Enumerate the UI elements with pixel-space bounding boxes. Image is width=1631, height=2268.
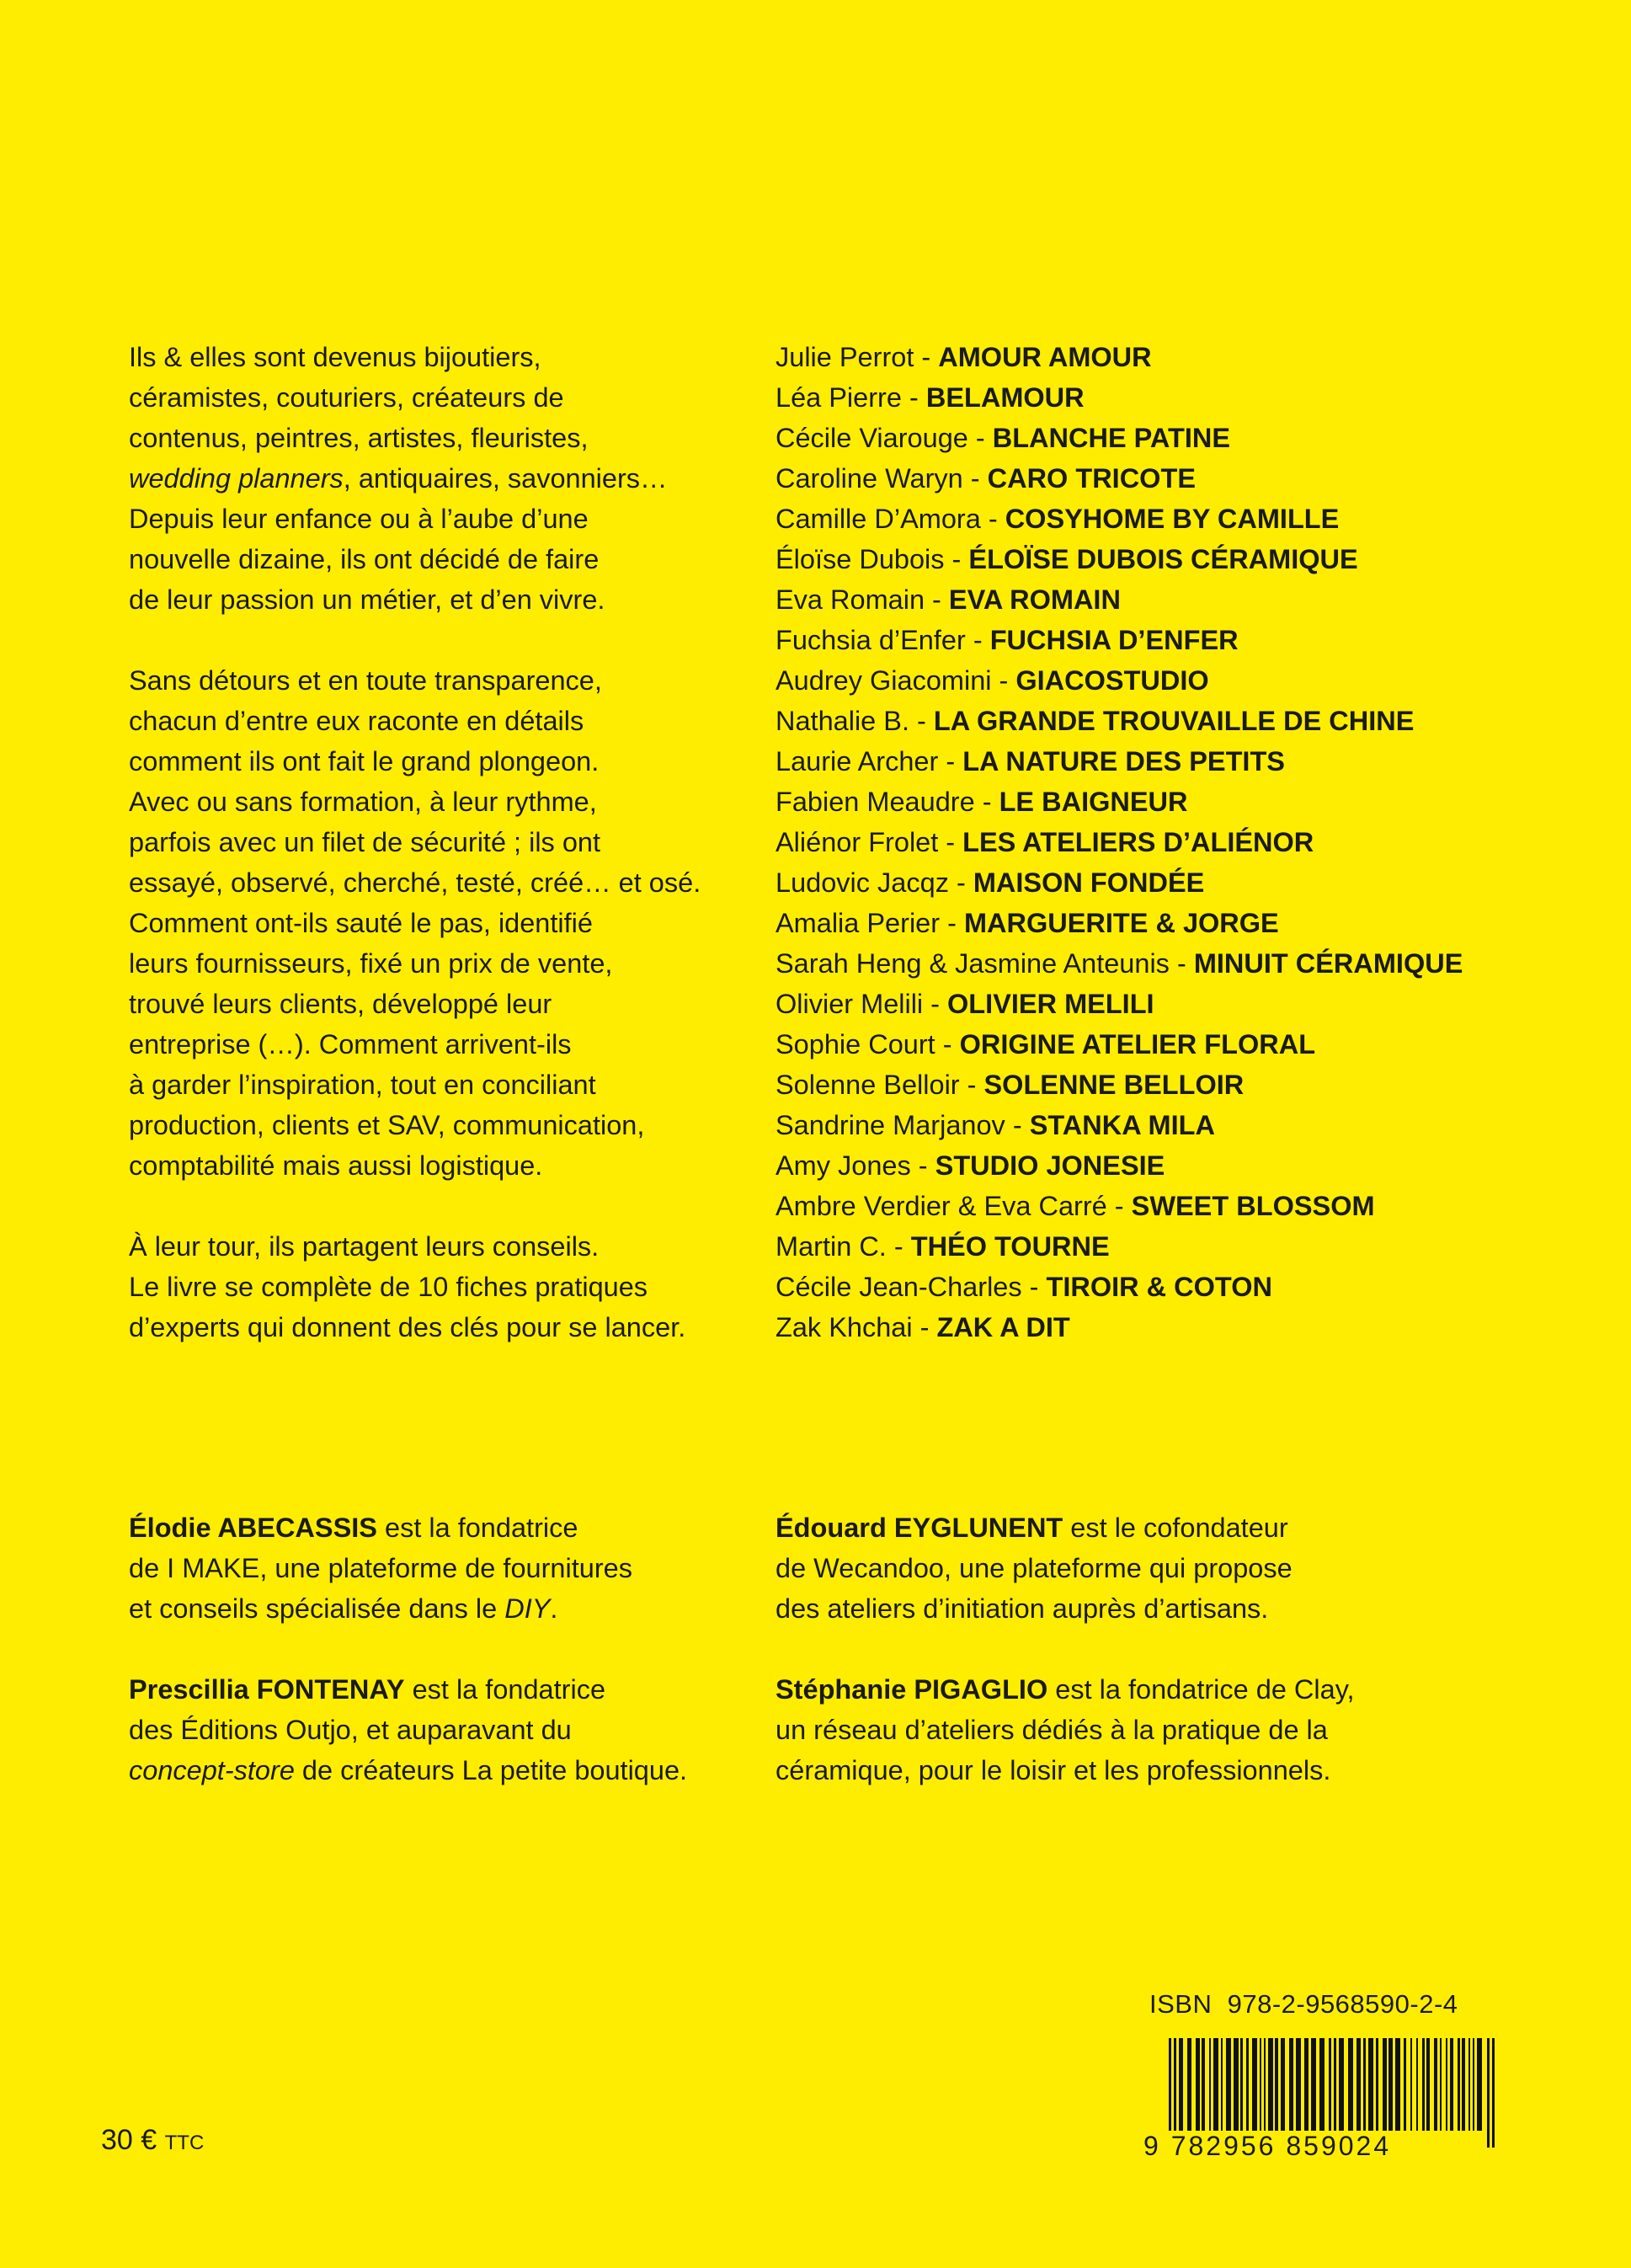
barcode-bar [1289, 2038, 1293, 2131]
contributor-person: Julie Perrot - [776, 342, 939, 372]
contributor-person: Olivier Melili - [776, 989, 948, 1019]
price-amount: 30 € [101, 2124, 157, 2156]
desc-line: contenus, peintres, artistes, fleuristes, [129, 423, 589, 453]
author-name: Prescillia FONTENAY [129, 1674, 405, 1705]
author-bio-text: un réseau d’ateliers dédiés à la pratique de la [776, 1715, 1328, 1745]
contributor-person: Sophie Court - [776, 1029, 960, 1059]
contributor-brand: MARGUERITE & JORGE [963, 908, 1279, 938]
author-bio-text: est la fondatrice [376, 1513, 578, 1543]
contributor-person: Amalia Perier - [776, 908, 964, 938]
desc-line: essayé, observé, cherché, testé, créé… et osé. [129, 867, 701, 898]
desc-line: de leur passion un métier, et d’en vivre. [129, 584, 605, 615]
barcode-bar [1357, 2038, 1361, 2131]
contributor-row [776, 1186, 1601, 1226]
author-bio-text: de Wecandoo, une plateforme qui propose [776, 1553, 1293, 1583]
barcode-bar [1492, 2038, 1495, 2148]
barcode-bar [1368, 2038, 1373, 2131]
contributor-person: Sarah Heng & Jasmine Anteunis - [776, 948, 1194, 979]
barcode-bar [1404, 2038, 1406, 2131]
author-name: Édouard EYGLUNENT [776, 1513, 1063, 1543]
contributor-row [776, 1226, 1601, 1267]
contributor-row [776, 782, 1601, 822]
isbn-label [1149, 1989, 1458, 2020]
contributor-person: Laurie Archer - [776, 746, 963, 776]
barcode-bar [1179, 2038, 1183, 2131]
contributor-row [776, 862, 1601, 903]
desc-line: entreprise (…). Comment arrivent-ils [129, 1029, 572, 1059]
contributor-person: Aliénor Frolet - [776, 827, 963, 857]
authors-left [129, 1508, 769, 1831]
contributor-person: Eva Romain - [776, 584, 949, 615]
isbn-prefix: ISBN [1149, 1989, 1213, 2019]
authors-right [776, 1508, 1601, 1831]
contributor-person: Cécile Viarouge - [776, 423, 993, 453]
contributor-person: Éloïse Dubois - [776, 544, 969, 574]
contributor-brand: TIROIR & COTON [1046, 1272, 1272, 1302]
contributor-person: Ambre Verdier & Eva Carré - [776, 1191, 1132, 1221]
barcode-bar [1226, 2038, 1231, 2131]
author-bio-abecassis [129, 1508, 769, 1629]
contributor-row [776, 539, 1601, 579]
desc-line: céramistes, couturiers, créateurs de [129, 382, 564, 413]
contributor-row [776, 660, 1601, 701]
contributor-brand: ORIGINE ATELIER FLORAL [959, 1029, 1316, 1059]
contributor-person: Camille D’Amora - [776, 504, 1005, 534]
contributor-row [776, 579, 1601, 620]
description-paragraph-3 [129, 1226, 769, 1347]
author-bio-text: est le cofondateur [1063, 1513, 1288, 1543]
contributor-person: Fabien Meaudre - [776, 787, 999, 817]
contributor-brand: LA NATURE DES PETITS [962, 746, 1285, 776]
price [101, 2124, 204, 2157]
contributor-person: Cécile Jean-Charles - [776, 1272, 1047, 1302]
book-description [129, 337, 769, 1388]
contributor-brand: LE BAIGNEUR [999, 787, 1188, 817]
desc-line: d’experts qui donnent des clés pour se lancer. [129, 1312, 686, 1342]
desc-line: chacun d’entre eux raconte en détails [129, 706, 584, 736]
barcode-bar [1487, 2038, 1490, 2148]
desc-line: , antiquaires, savonniers… [343, 463, 668, 494]
barcode-bar [1446, 2038, 1447, 2131]
contributor-row [776, 1145, 1601, 1186]
barcode-bar [1422, 2038, 1425, 2131]
barcode-bar [1187, 2038, 1191, 2131]
barcode-bar [1221, 2038, 1223, 2131]
desc-line: production, clients et SAV, communication, [129, 1110, 645, 1140]
barcode-bar [1209, 2038, 1211, 2131]
contributor-brand: LES ATELIERS D’ALIÉNOR [962, 827, 1314, 857]
contributor-person: Sandrine Marjanov - [776, 1110, 1030, 1140]
barcode-bar [1462, 2038, 1465, 2131]
author-bio-pigaglio [776, 1669, 1601, 1790]
barcode-bar [1376, 2038, 1378, 2131]
barcode-bar [1426, 2038, 1430, 2131]
barcode-bar [1196, 2038, 1200, 2131]
barcode-bar [1416, 2038, 1418, 2131]
author-bio-text: de créateurs La petite boutique. [294, 1755, 688, 1785]
contributor-row [776, 337, 1601, 377]
contributor-person: Audrey Giacomini - [776, 665, 1016, 696]
contributor-row [776, 418, 1601, 458]
contributor-brand: MAISON FONDÉE [973, 867, 1205, 898]
author-bio-text: est la fondatrice [404, 1674, 606, 1705]
contributor-brand: EVA ROMAIN [948, 584, 1121, 615]
price-suffix: TTC [164, 2132, 205, 2154]
author-bio-italic: DIY [504, 1593, 551, 1624]
contributor-row [776, 499, 1601, 539]
contributor-brand: MINUIT CÉRAMIQUE [1193, 948, 1463, 979]
barcode-bar [1395, 2038, 1400, 2131]
barcode-bar [1339, 2038, 1344, 2131]
barcode-bar [1458, 2038, 1460, 2131]
desc-line: parfois avec un filet de sécurité ; ils ont [129, 827, 601, 857]
author-name: Stéphanie PIGAGLIO [776, 1674, 1048, 1705]
contributor-row [776, 1105, 1601, 1145]
author-bio-eyglunent [776, 1508, 1601, 1629]
contributor-brand: THÉO TOURNE [910, 1231, 1110, 1262]
barcode-bar [1311, 2038, 1316, 2131]
barcode-bar [1240, 2038, 1243, 2131]
barcode-bar [1450, 2038, 1453, 2131]
author-bio-text: de I MAKE, une plateforme de fournitures [129, 1553, 632, 1583]
desc-line: Ils & elles sont devenus bijoutiers, [129, 342, 541, 372]
barcode-bar [1252, 2038, 1257, 2131]
contributor-row [776, 741, 1601, 782]
contributor-row [776, 1065, 1601, 1105]
desc-line: comment ils ont fait le grand plongeon. [129, 746, 600, 776]
barcode-bar [1348, 2038, 1353, 2131]
contributor-brand: ÉLOÏSE DUBOIS CÉRAMIQUE [968, 544, 1358, 574]
author-bio-fontenay [129, 1669, 769, 1790]
contributor-person: Ludovic Jacqz - [776, 867, 973, 898]
contributor-brand: FUCHSIA D’ENFER [989, 625, 1239, 655]
contributor-person: Nathalie B. - [776, 706, 934, 736]
contributor-person: Zak Khchai - [776, 1312, 937, 1342]
contributor-brand: LA GRANDE TROUVAILLE DE CHINE [933, 706, 1415, 736]
barcode-bar [1234, 2038, 1239, 2131]
contributor-brand: GIACOSTUDIO [1015, 665, 1209, 696]
desc-line: nouvelle dizaine, ils ont décidé de faire [129, 544, 600, 574]
author-bio-text: . [550, 1593, 558, 1624]
desc-line: comptabilité mais aussi logistique. [129, 1150, 543, 1181]
barcode-bar [1281, 2038, 1285, 2131]
barcode-bar [1202, 2038, 1205, 2131]
contributor-person: Fuchsia d’Enfer - [776, 625, 990, 655]
barcode-bar [1388, 2038, 1393, 2131]
barcode-bar [1304, 2038, 1309, 2131]
desc-line: à garder l’inspiration, tout en conciliant [129, 1070, 596, 1100]
barcode-bar [1246, 2038, 1249, 2131]
barcode-bar [1264, 2038, 1266, 2131]
barcode-bar [1363, 2038, 1366, 2131]
contributor-brand: SOLENNE BELLOIR [983, 1070, 1245, 1100]
contributor-person: Solenne Belloir - [776, 1070, 984, 1100]
contributor-person: Léa Pierre - [776, 382, 926, 413]
contributor-row [776, 943, 1601, 984]
author-bio-italic: concept-store [129, 1755, 295, 1785]
barcode-digits: 9 782956 859024 [1143, 2131, 1392, 2161]
contributor-person: Caroline Waryn - [776, 463, 988, 494]
contributor-brand: ZAK A DIT [936, 1312, 1070, 1342]
contributor-brand: COSYHOME BY CAMILLE [1005, 504, 1340, 534]
barcode-bar [1477, 2038, 1482, 2131]
contributor-row [776, 377, 1601, 418]
desc-italic-term: wedding planners [129, 463, 344, 494]
barcode-bar [1410, 2038, 1412, 2131]
desc-line: Avec ou sans formation, à leur rythme, [129, 787, 597, 817]
author-name: Élodie ABECASSIS [129, 1513, 377, 1543]
description-paragraph-2 [129, 660, 769, 1186]
contributors-list [776, 337, 1601, 1347]
barcode-bar [1468, 2038, 1470, 2131]
contributor-person: Amy Jones - [776, 1150, 935, 1181]
contributor-brand: AMOUR AMOUR [938, 342, 1152, 372]
contributor-row [776, 458, 1601, 499]
barcode-bar [1296, 2038, 1301, 2131]
contributor-row [776, 620, 1601, 660]
desc-line: Comment ont-ils sauté le pas, identifié [129, 908, 593, 938]
contributor-row [776, 822, 1601, 862]
desc-line: trouvé leurs clients, développé leur [129, 989, 552, 1019]
description-paragraph-1 [129, 337, 769, 620]
contributor-row [776, 1307, 1601, 1347]
contributor-brand: OLIVIER MELILI [947, 989, 1154, 1019]
barcode-bar [1473, 2038, 1474, 2131]
barcode-bar [1275, 2038, 1278, 2131]
contributor-row [776, 903, 1601, 943]
contributor-brand: BELAMOUR [925, 382, 1085, 413]
contributor-brand: SWEET BLOSSOM [1131, 1191, 1375, 1221]
barcode-bar [1260, 2038, 1261, 2131]
contributor-row [776, 1267, 1601, 1307]
contributor-row [776, 984, 1601, 1024]
barcode-bar [1434, 2038, 1437, 2131]
barcode-bar [1440, 2038, 1442, 2131]
contributor-brand: STANKA MILA [1029, 1110, 1215, 1140]
author-bio-text: céramique, pour le loisir et les professionnels. [776, 1755, 1331, 1785]
isbn-number: 978-2-9568590-2-4 [1227, 1989, 1458, 2019]
barcode-bar [1383, 2038, 1387, 2131]
barcode-bar [1319, 2038, 1325, 2131]
desc-line: Le livre se complète de 10 fiches pratiques [129, 1272, 648, 1302]
barcode-bar [1268, 2038, 1273, 2131]
desc-line: Depuis leur enfance ou à l’aube d’une [129, 504, 589, 534]
contributor-brand: BLANCHE PATINE [992, 423, 1230, 453]
barcode-bar [1213, 2038, 1218, 2131]
contributor-brand: CARO TRICOTE [987, 463, 1196, 494]
author-bio-text: des Éditions Outjo, et auparavant du [129, 1715, 572, 1745]
contributor-brand: STUDIO JONESIE [935, 1150, 1165, 1181]
contributor-row [776, 701, 1601, 741]
desc-line: À leur tour, ils partagent leurs conseils. [129, 1231, 600, 1262]
author-bio-text: est la fondatrice de Clay, [1047, 1674, 1355, 1705]
desc-line: Sans détours et en toute transparence, [129, 665, 602, 696]
contributor-person: Martin C. - [776, 1231, 911, 1262]
author-bio-text: des ateliers d’initiation auprès d’artisans. [776, 1593, 1269, 1624]
author-bio-text: et conseils spécialisée dans le [129, 1593, 505, 1624]
desc-line: leurs fournisseurs, fixé un prix de vente, [129, 948, 613, 979]
contributor-row [776, 1024, 1601, 1065]
